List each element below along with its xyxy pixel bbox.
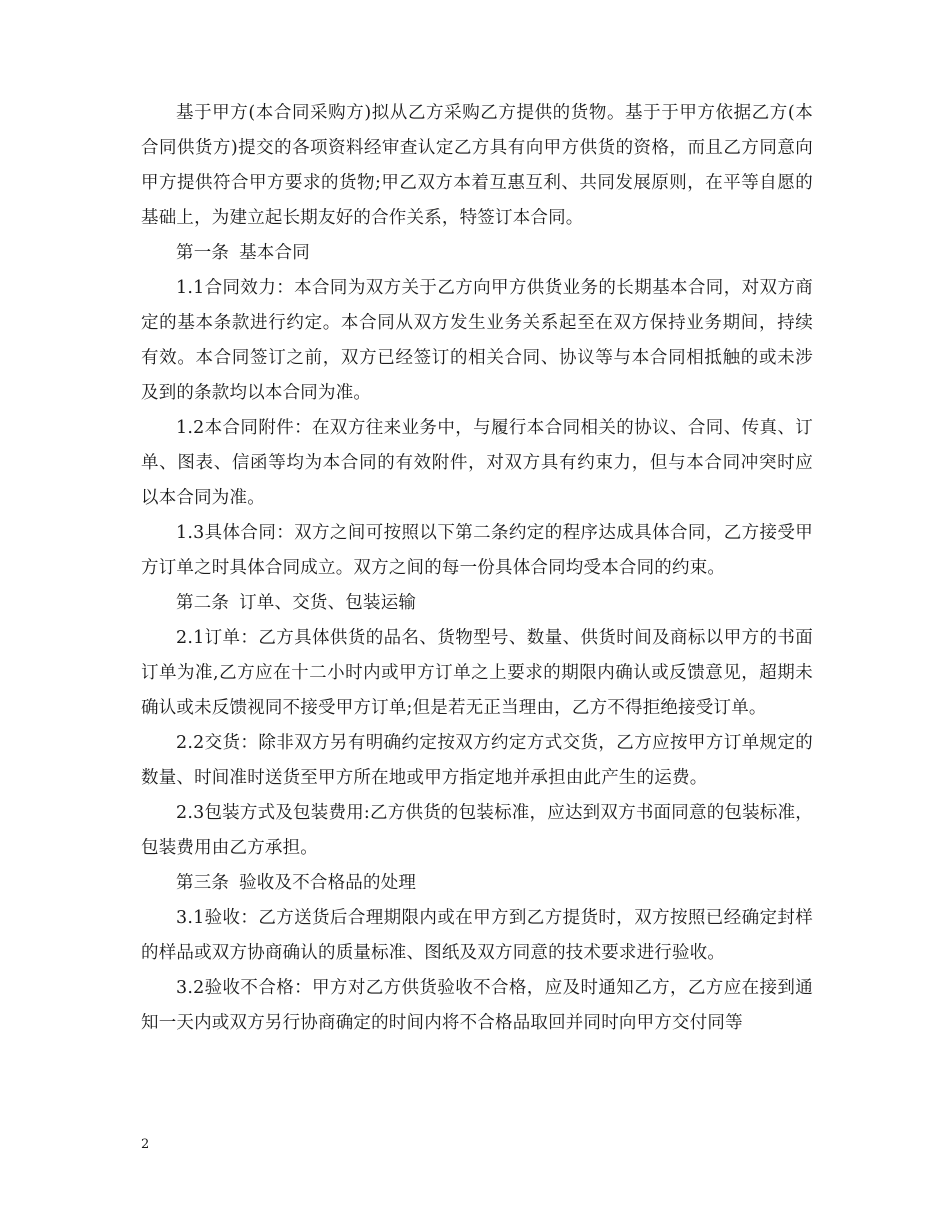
paragraph-preamble: 基于甲方(本合同采购方)拟从乙方采购乙方提供的货物。基于于甲方依据乙方(本合同供货方)提交的各项资料经审查认定乙方具有向甲方供货的资格，而且乙方同意向甲方提供符合甲方要求的货物;甲乙双方本着互惠互利、共同发展原则，在平等自愿的基础上，为建立起长期友好的合作关系，特签订本合同。 [141, 103, 813, 228]
document-body [141, 96, 813, 1041]
article-heading-2 [141, 586, 813, 621]
article-title: 订单、交货、包装运输 [239, 593, 417, 613]
article-heading-1 [141, 236, 813, 271]
article-number: 第三条 [176, 873, 230, 893]
clause-2-1: 2.1订单：乙方具体供货的品名、货物型号、数量、供货时间及商标以甲方的书面订单为准,乙方应在十二小时内或甲方订单之上要求的期限内确认或反馈意见，超期未确认或未反馈视同不接受甲方订单;但是若无正当理由，乙方不得拒绝接受订单。 [141, 628, 813, 718]
page-number: 2 [141, 1137, 150, 1152]
clause-2-3: 2.3包装方式及包装费用:乙方供货的包装标准，应达到双方书面同意的包装标准，包装费用由乙方承担。 [141, 803, 813, 858]
article-number: 第二条 [176, 593, 230, 613]
article-heading-3 [141, 866, 813, 901]
article-title: 验收及不合格品的处理 [239, 873, 417, 893]
clause-3-2: 3.2验收不合格：甲方对乙方供货验收不合格，应及时通知乙方，乙方应在接到通知一天内或双方另行协商确定的时间内将不合格品取回并同时向甲方交付同等 [141, 978, 813, 1033]
clause-2-2: 2.2交货：除非双方另有明确约定按双方约定方式交货，乙方应按甲方订单规定的数量、时间准时送货至甲方所在地或甲方指定地并承担由此产生的运费。 [141, 733, 813, 788]
clause-1-3: 1.3具体合同：双方之间可按照以下第二条约定的程序达成具体合同，乙方接受甲方订单之时具体合同成立。双方之间的每一份具体合同均受本合同的约束。 [141, 523, 813, 578]
article-number: 第一条 [176, 243, 230, 263]
clause-3-1: 3.1验收：乙方送货后合理期限内或在甲方到乙方提货时，双方按照已经确定封样的样品或双方协商确认的质量标准、图纸及双方同意的技术要求进行验收。 [141, 908, 813, 963]
clause-1-1: 1.1合同效力：本合同为双方关于乙方向甲方供货业务的长期基本合同，对双方商定的基本条款进行约定。本合同从双方发生业务关系起至在双方保持业务期间，持续有效。本合同签订之前，双方已经签订的相关合同、协议等与本合同相抵触的或未涉及到的条款均以本合同为准。 [141, 278, 813, 403]
clause-1-2: 1.2本合同附件：在双方往来业务中，与履行本合同相关的协议、合同、传真、订单、图表、信函等均为本合同的有效附件，对双方具有约束力，但与本合同冲突时应以本合同为准。 [141, 418, 813, 508]
article-title: 基本合同 [239, 243, 310, 263]
